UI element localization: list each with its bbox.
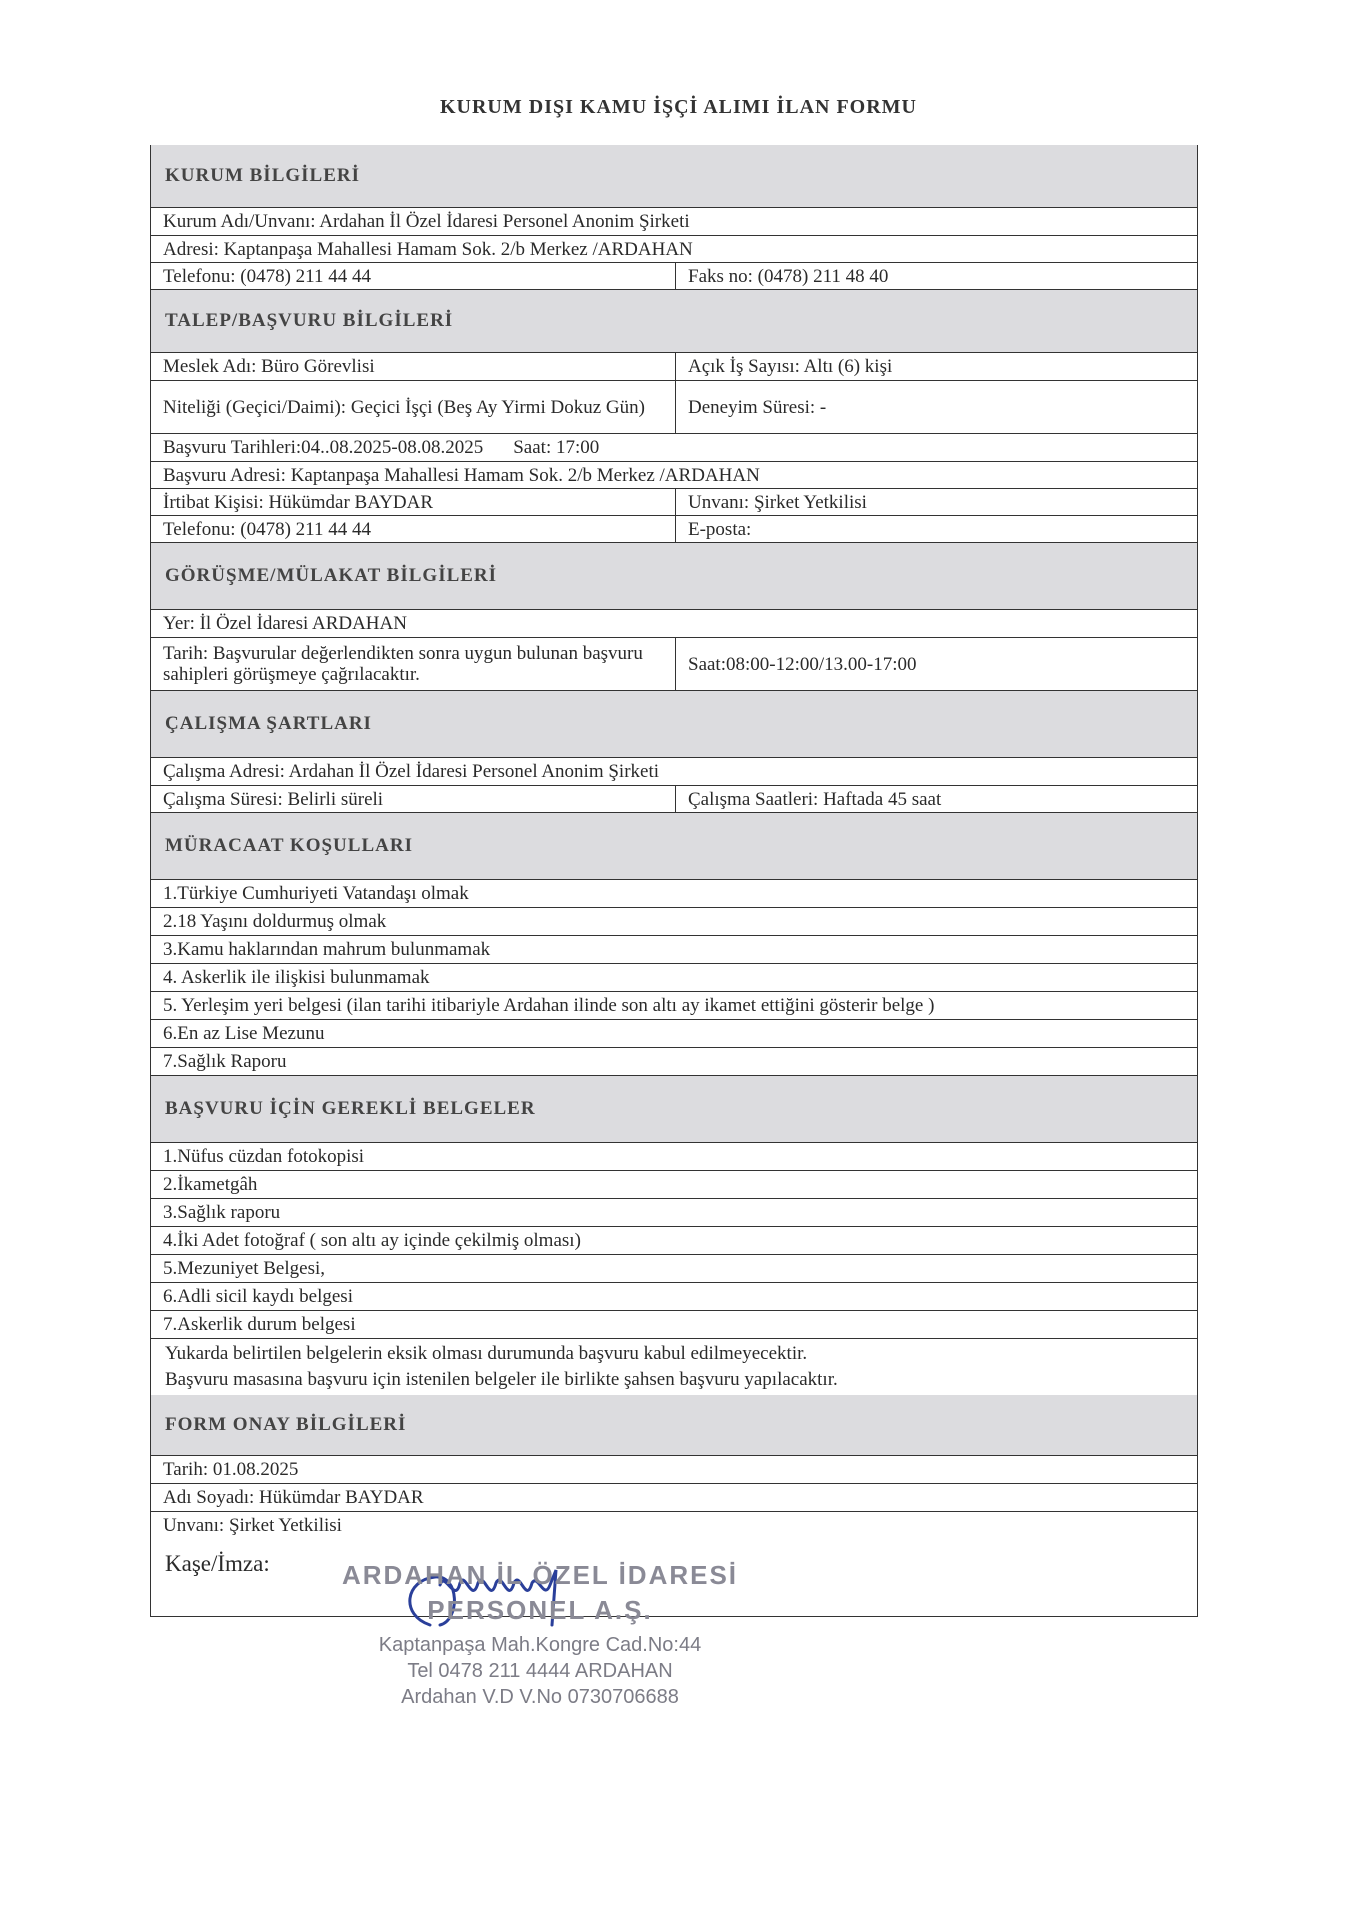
row-irtibat xyxy=(151,489,1197,516)
niteligi: Niteliği (Geçici/Daimi): Geçici İşçi (Beş Ay Yirmi Dokuz Gün) xyxy=(151,381,676,433)
basvuru-tarihleri: Başvuru Tarihleri:04..08.2025-08.08.2025 xyxy=(163,437,484,458)
talep-telefon: Telefonu: (0478) 211 44 44 xyxy=(151,516,676,542)
row-kurum-adi xyxy=(151,207,1197,236)
row-meslek xyxy=(151,352,1197,381)
kurum-adi: Kurum Adı/Unvanı: Ardahan İl Özel İdaresi Personel Anonim Şirketi xyxy=(163,211,690,232)
list-item: 6.En az Lise Mezunu xyxy=(151,1020,1197,1048)
talep-eposta: E-posta: xyxy=(688,518,752,540)
calisma-suresi: Çalışma Süresi: Belirli süreli xyxy=(151,786,676,812)
row-onay-unvan xyxy=(151,1512,1197,1539)
row-kurum-telefon xyxy=(151,263,1197,290)
gorusme-saat: Saat:08:00-12:00/13.00-17:00 xyxy=(688,653,917,675)
onay-tarih: Tarih: 01.08.2025 xyxy=(163,1459,299,1480)
row-onay-tarih xyxy=(151,1455,1197,1484)
company-stamp xyxy=(330,1560,750,1710)
list-item: 3.Sağlık raporu xyxy=(151,1199,1197,1227)
acik-is-sayisi: Açık İş Sayısı: Altı (6) kişi xyxy=(688,356,893,377)
row-talep-telefon xyxy=(151,516,1197,543)
section-gorusme xyxy=(150,543,1198,691)
row-calisma-adresi xyxy=(151,757,1197,786)
row-onay-adi xyxy=(151,1484,1197,1512)
irtibat-unvan: Unvanı: Şirket Yetkilisi xyxy=(688,491,867,513)
meslek-adi: Meslek Adı: Büro Görevlisi xyxy=(151,353,676,380)
row-basvuru-tarihleri xyxy=(151,434,1197,462)
section-talep xyxy=(150,290,1198,543)
deneyim-suresi: Deneyim Süresi: - xyxy=(688,396,827,418)
form-title: KURUM DIŞI KAMU İŞÇİ ALIMI İLAN FORMU xyxy=(439,96,918,118)
kurum-adres: Adresi: Kaptanpaşa Mahallesi Hamam Sok. 2/b Merkez /ARDAHAN xyxy=(163,238,693,260)
list-item: 5.Mezuniyet Belgesi, xyxy=(151,1255,1197,1283)
section-calisma xyxy=(150,691,1198,813)
section-belgeler xyxy=(150,1076,1198,1395)
section-muracaat xyxy=(150,813,1198,1076)
list-item: 4.İki Adet fotoğraf ( son altı ay içinde çekilmiş olması) xyxy=(151,1227,1197,1255)
kurum-faks: Faks no: (0478) 211 48 40 xyxy=(688,265,889,287)
row-basvuru-adresi xyxy=(151,462,1197,489)
section-heading-gorusme: GÖRÜŞME/MÜLAKAT BİLGİLERİ xyxy=(151,543,1197,609)
row-calisma-sure xyxy=(151,786,1197,813)
belgeler-note-1: Yukarda belirtilen belgelerin eksik olması durumunda başvuru kabul edilmeyecektir. xyxy=(165,1343,808,1364)
basvuru-adresi: Başvuru Adresi: Kaptanpaşa Mahallesi Hamam Sok. 2/b Merkez /ARDAHAN xyxy=(163,464,760,486)
gorusme-tarih: Tarih: Başvurular değerlendikten sonra uygun bulunan başvuru sahipleri görüşmeye çağrılacaktır. xyxy=(151,638,676,690)
row-gorusme-tarih xyxy=(151,638,1197,691)
onay-adi-soyadi: Adı Soyadı: Hükümdar BAYDAR xyxy=(163,1487,424,1508)
list-item: 3.Kamu haklarından mahrum bulunmamak xyxy=(151,936,1197,964)
stamp-address: Kaptanpaşa Mah.Kongre Cad.No:44 xyxy=(378,1634,702,1656)
list-item: 6.Adli sicil kaydı belgesi xyxy=(151,1283,1197,1311)
section-heading-belgeler: BAŞVURU İÇİN GEREKLİ BELGELER xyxy=(151,1076,1197,1142)
section-heading-onay: FORM ONAY BİLGİLERİ xyxy=(151,1395,1197,1455)
list-item: 2.18 Yaşını doldurmuş olmak xyxy=(151,908,1197,936)
belgeler-note-2: Başvuru masasına başvuru için istenilen belgeler ile birlikte şahsen başvuru yapılacaktır. xyxy=(165,1369,838,1390)
stamp-org-1: ARDAHAN İL ÖZEL İDARESİ xyxy=(341,1560,739,1590)
row-niteligi xyxy=(151,381,1197,434)
onay-unvan: Unvanı: Şirket Yetkilisi xyxy=(163,1515,342,1536)
row-kurum-adres xyxy=(151,236,1197,263)
belgeler-notes xyxy=(151,1339,1197,1395)
section-heading-muracaat: MÜRACAAT KOŞULLARI xyxy=(151,813,1197,879)
section-heading-talep: TALEP/BAŞVURU BİLGİLERİ xyxy=(151,290,1197,352)
calisma-adresi: Çalışma Adresi: Ardahan İl Özel İdaresi Personel Anonim Şirketi xyxy=(163,761,660,782)
stamp-phone: Tel 0478 211 4444 ARDAHAN xyxy=(407,1660,673,1682)
section-onay xyxy=(150,1395,1198,1539)
list-item: 5. Yerleşim yeri belgesi (ilan tarihi itibariyle Ardahan ilinde son altı ay ikamet ettiğini gösterir belge ) xyxy=(151,992,1197,1020)
list-item: 7.Sağlık Raporu xyxy=(151,1048,1197,1076)
stamp-org-2: PERSONEL A.Ş. xyxy=(427,1595,653,1625)
kurum-telefon: Telefonu: (0478) 211 44 44 xyxy=(151,263,676,289)
section-heading-kurum: KURUM BİLGİLERİ xyxy=(151,145,1197,207)
gorusme-yer: Yer: İl Özel İdaresi ARDAHAN xyxy=(163,613,407,634)
irtibat-kisisi: İrtibat Kişisi: Hükümdar BAYDAR xyxy=(151,489,676,515)
row-gorusme-yer xyxy=(151,609,1197,638)
basvuru-saat: Saat: 17:00 xyxy=(513,437,600,458)
section-heading-calisma: ÇALIŞMA ŞARTLARI xyxy=(151,691,1197,757)
calisma-saatleri: Çalışma Saatleri: Haftada 45 saat xyxy=(688,788,942,810)
section-kurum xyxy=(150,145,1198,290)
list-item: 4. Askerlik ile ilişkisi bulunmamak xyxy=(151,964,1197,992)
stamp-tax: Ardahan V.D V.No 0730706688 xyxy=(401,1686,679,1708)
kase-imza-label: Kaşe/İmza: xyxy=(165,1551,270,1576)
list-item: 7.Askerlik durum belgesi xyxy=(151,1311,1197,1339)
announcement-form xyxy=(150,145,1198,1617)
list-item: 1.Nüfus cüzdan fotokopisi xyxy=(151,1142,1197,1171)
list-item: 1.Türkiye Cumhuriyeti Vatandaşı olmak xyxy=(151,879,1197,908)
list-item: 2.İkametgâh xyxy=(151,1171,1197,1199)
